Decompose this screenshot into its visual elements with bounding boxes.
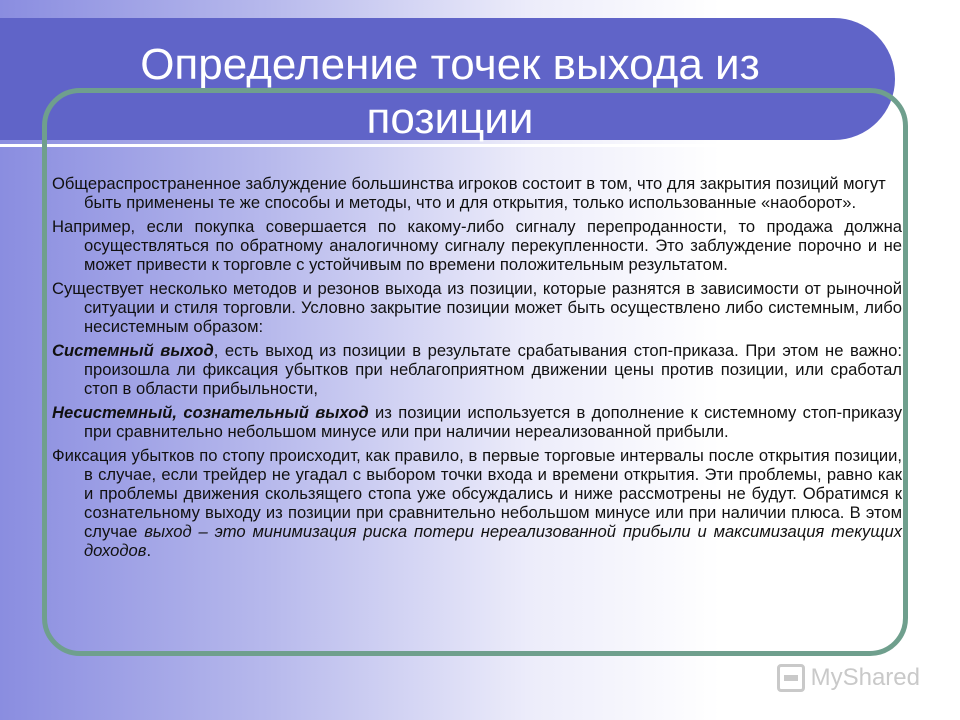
paragraph-3-text: Существует несколько методов и резонов выхода из позиции, которые разнятся в зависимости от рыночной ситуации и стиля торговли. Условно закрытие позиции может быть осуществлено либо системным, либо несистемным образом: [52,279,902,336]
slide-body [52,174,902,565]
paragraph-2-text: Например, если покупка совершается по какому-либо сигналу перепроданности, то продажа должна осуществляться по обратному аналогичному сигналу перекупленности. Это заблуждение порочно и не может привести к торговле с устойчивым по времени положительным результатом. [52,217,902,274]
watermark [777,664,920,692]
mysharedlogo-icon [777,664,805,692]
slide-title-line2: позиции [366,94,534,143]
watermark-text: MyShared [810,664,920,691]
nonsystemic-exit-term: Несистемный, сознательный выход [52,403,369,422]
paragraph-6-italic: выход – это минимизация риска потери нереализованной прибыли и максимизация текущих доходов [84,522,902,560]
paragraph-5 [52,403,902,441]
paragraph-6 [52,446,902,560]
paragraph-1-text: Общераспространенное заблуждение большинства игроков состоит в том, что для закрытия позиций могут быть применены те же способы и методы, что и для открытия, только использованные «наоборот». [52,174,886,212]
slide-title-line1: Определение точек выхода из [140,40,760,89]
paragraph-5-text: из позиции используется в дополнение к системному стоп-приказу при сравнительно небольшом минусе или при наличии нереализованной прибыли. [84,403,903,441]
systemic-exit-term: Системный выход [52,341,214,360]
paragraph-1 [52,174,902,212]
paragraph-4 [52,341,902,398]
paragraph-2 [52,217,902,274]
paragraph-4-text: , есть выход из позиции в результате срабатывания стоп-приказа. При этом не важно: произошла ли фиксация убытков при неблагоприятном движении цены против позиции, или сработал стоп в области прибыльности, [84,341,902,398]
paragraph-3 [52,279,902,336]
paragraph-6-text: Фиксация убытков по стопу происходит, как правило, в первые торговые интервалы после открытия позиции, в случае, если трейдер не угадал с выбором точки входа и времени открытия. Эти проблемы, равно как и проблемы движения скользящего стопа уже обсуждались и ниже рассмотрены не будут. Обратимся к сознательному выходу из позиции при сравнительно небольшом минусе или при наличии плюса. В этом случае [52,446,902,541]
paragraph-6-end: . [146,541,152,560]
